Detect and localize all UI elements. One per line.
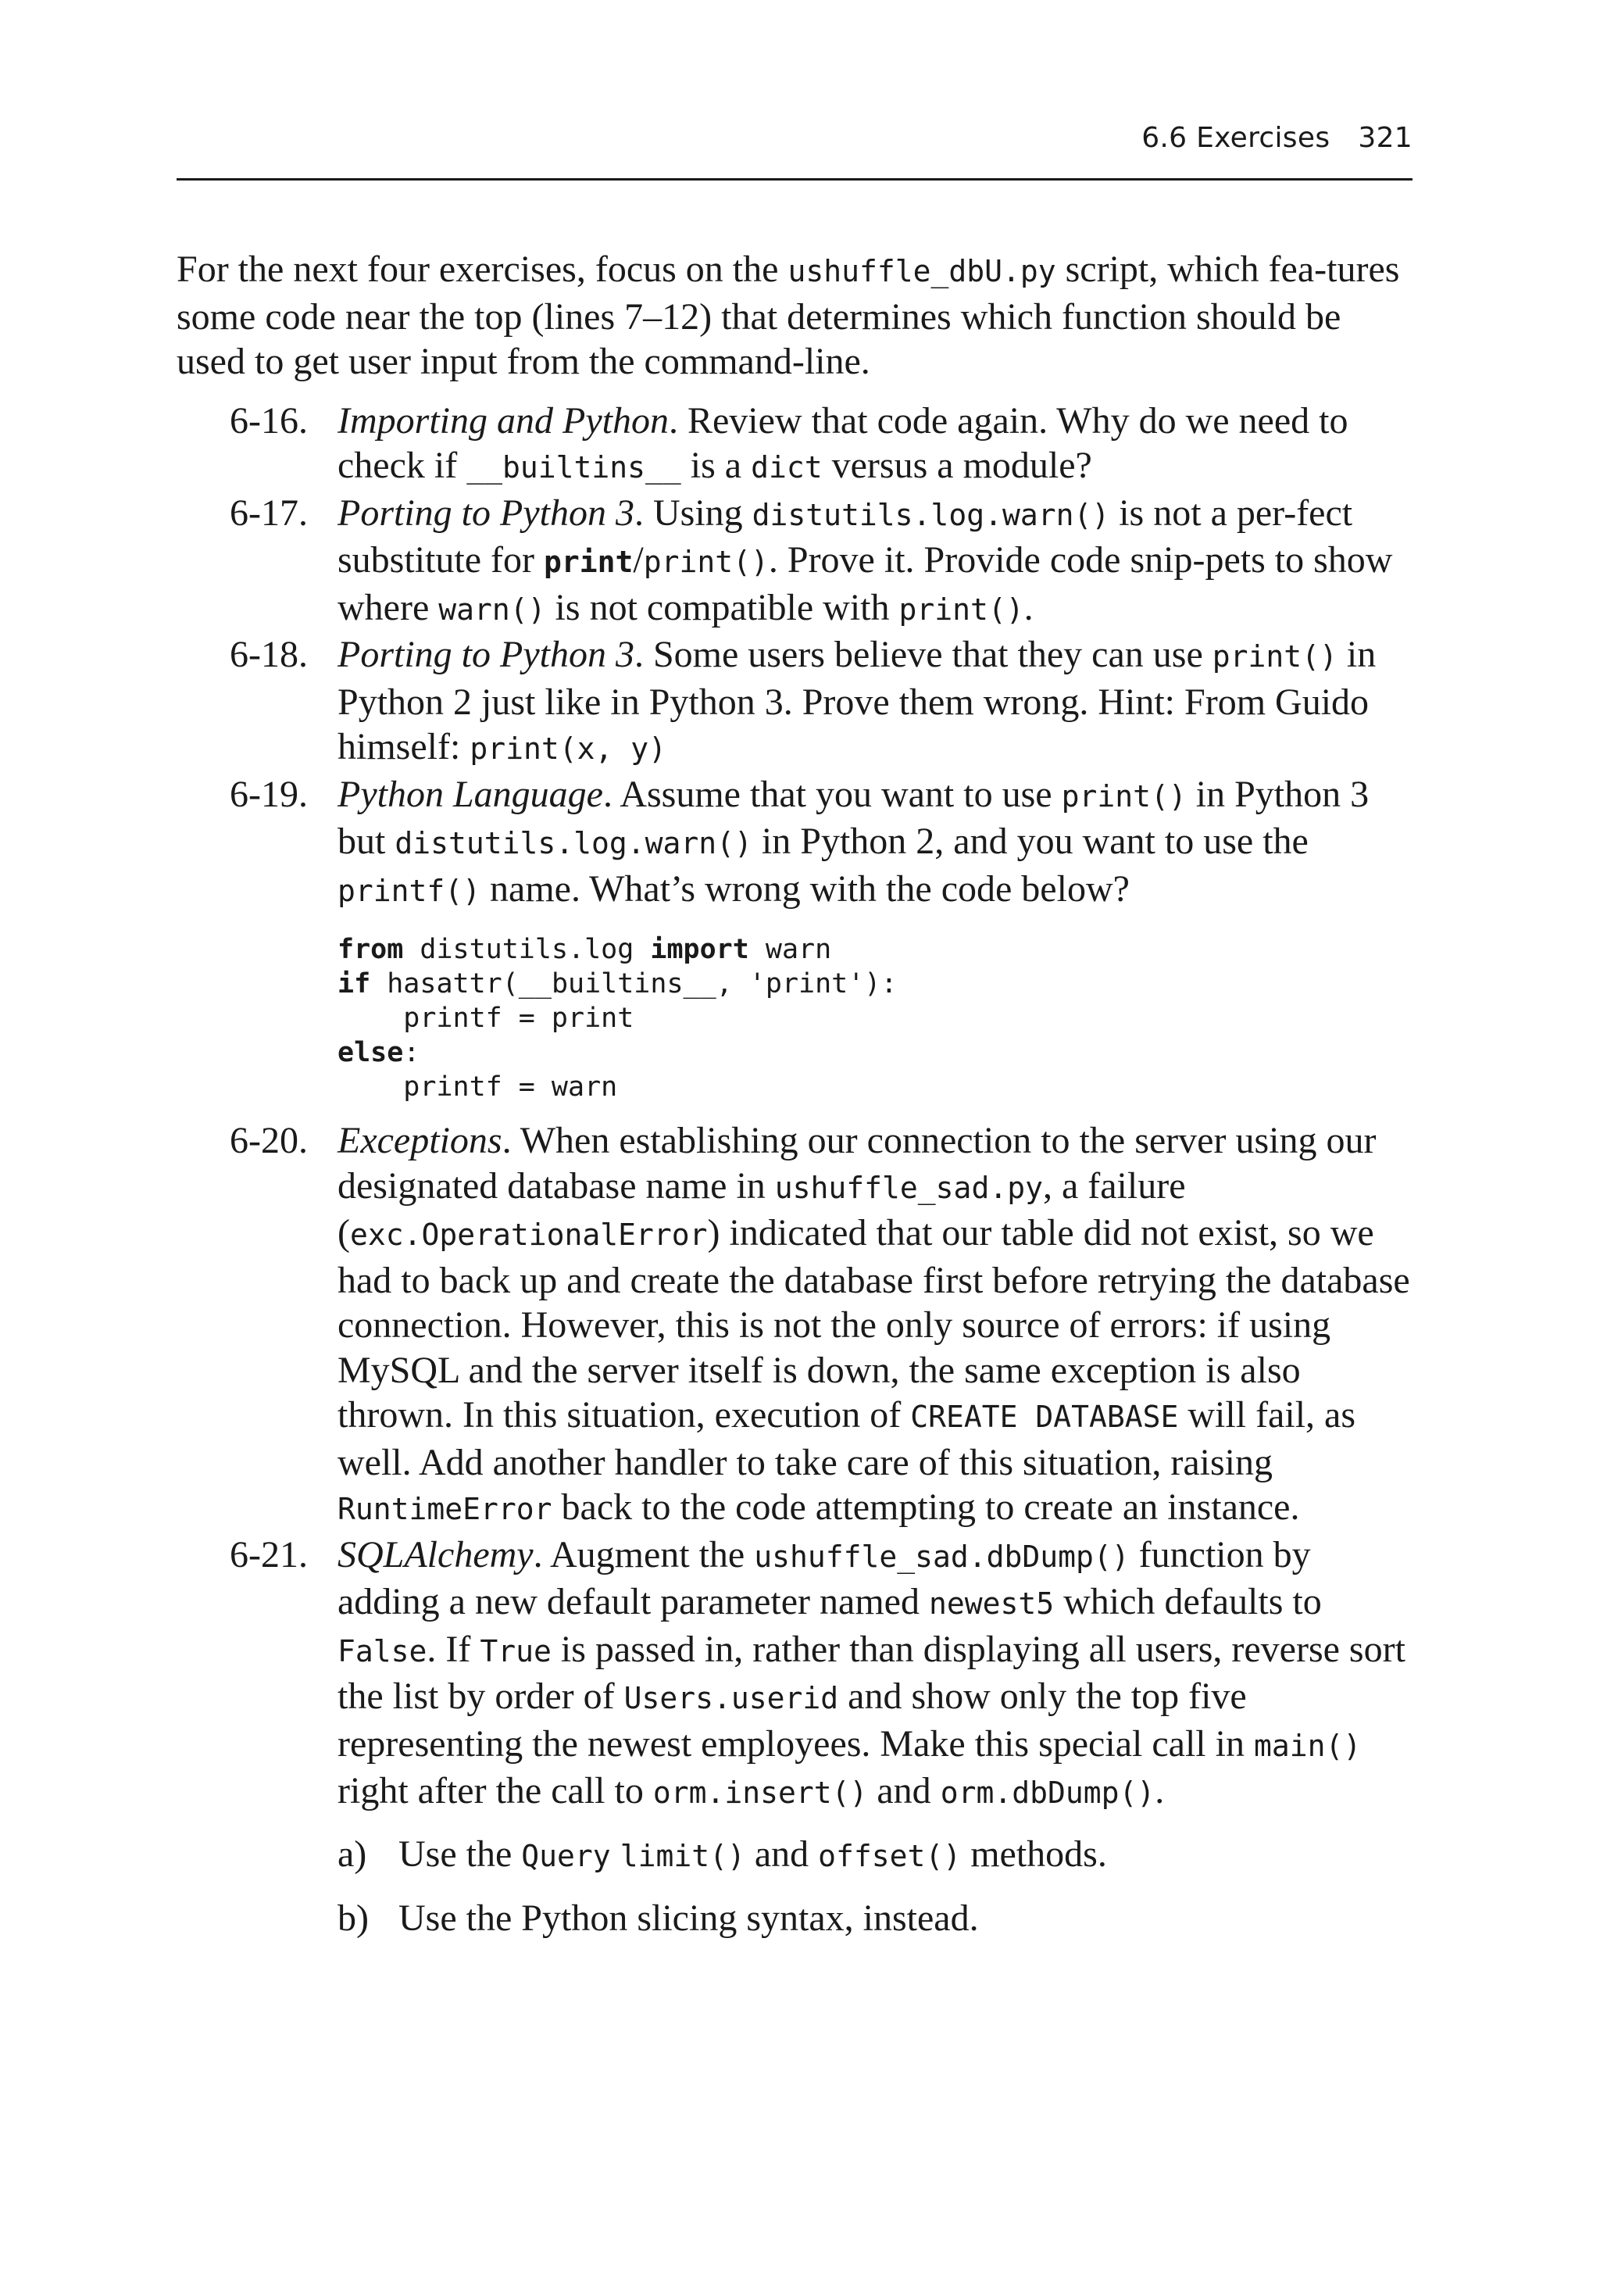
code-text: : [403, 1037, 420, 1068]
inline-code: CREATE DATABASE [910, 1400, 1179, 1434]
code-text: printf = warn [338, 1071, 618, 1103]
inline-code: newest5 [928, 1586, 1055, 1621]
text: . Augment the [533, 1533, 755, 1575]
text: ) indicated that our table did not exist, so we had to back up and create the database first before retrying the database connection. However, this is not the only source of errors: if using MySQL and the server itself is down, the same exception is also thrown. In this situation, execution of [338, 1212, 1410, 1436]
exercise-number: 6-18. [230, 634, 308, 675]
inline-code: distutils.log.warn() [395, 826, 752, 860]
text: versus a module? [822, 445, 1092, 486]
code-keyword: if [338, 968, 371, 1000]
inline-code: limit() [620, 1838, 745, 1873]
text: Use the [398, 1833, 522, 1875]
text: is not a per-fect substitute for [338, 492, 1353, 581]
code-text: distutils.log [403, 934, 651, 965]
text: . Review that code again. Why do we need to check if [338, 399, 1348, 486]
inline-code: print() [1061, 778, 1187, 814]
exercise-title: Exceptions [338, 1120, 502, 1161]
inline-code: offset() [818, 1838, 962, 1873]
inline-code: print() [898, 592, 1024, 627]
exercise-number: 6-20. [230, 1120, 308, 1161]
inline-code: ushuffle_sad.dbDump() [754, 1539, 1130, 1574]
text: in Python 3 but [338, 773, 1370, 862]
text: name. What’s wrong with the code below? [480, 867, 1130, 910]
text: Use the Python slicing syntax, instead. [398, 1897, 979, 1939]
text: back to the code attempting to create an instance. [552, 1486, 1300, 1528]
inline-code: print() [1212, 639, 1338, 674]
exercise-6-20 [177, 1118, 1419, 1532]
inline-code: main() [1253, 1728, 1362, 1763]
text: . If [427, 1628, 480, 1670]
text: in Python 2 just like in Python 3. Prove them wrong. Hint: From Guido himself: [338, 634, 1377, 767]
exercise-number: 6-19. [230, 773, 308, 815]
intro-paragraph [177, 247, 1419, 384]
inline-code: warn() [438, 592, 546, 627]
text [611, 1833, 620, 1875]
text: . When establishing our connection to the server using our designated database name in [338, 1120, 1377, 1207]
text: is passed in, rather than displaying all users, reverse sort the list by order of [338, 1628, 1405, 1717]
inline-code: ushuffle_sad.py [774, 1170, 1043, 1205]
text: and [745, 1833, 819, 1875]
exercise-6-19 [177, 772, 1419, 1105]
exercise-number: 6-17. [230, 492, 308, 534]
sub-question-b [338, 1896, 1419, 1941]
inline-code: Query [521, 1838, 611, 1873]
code-text: warn [748, 934, 832, 965]
code-keyword: import [650, 934, 749, 965]
exercise-title: Porting to Python 3 [338, 492, 634, 534]
inline-code: True [480, 1633, 552, 1668]
code-text: printf = print [338, 1003, 634, 1034]
text: and show only the top five representing the newest employees. Make this special call in [338, 1676, 1254, 1765]
exercise-title: Python Language [338, 773, 603, 815]
text: . Assume that you want to use [602, 773, 1062, 815]
sub-question-label: a) [338, 1833, 367, 1875]
text: right after the call to [338, 1770, 653, 1811]
exercise-6-16 [177, 399, 1419, 491]
inline-code: Users.userid [623, 1681, 839, 1715]
sub-question-a [338, 1832, 1419, 1879]
inline-code: orm.dbDump() [940, 1776, 1155, 1810]
inline-code: False [338, 1633, 427, 1668]
exercise-title: Porting to Python 3 [338, 634, 634, 675]
text: , a failure ( [338, 1164, 1186, 1254]
text: is a [680, 445, 752, 486]
code-keyword: else [338, 1037, 404, 1068]
exercise-6-18 [177, 632, 1419, 772]
exercise-6-17 [177, 491, 1419, 633]
text: . [1023, 586, 1034, 628]
inline-code-bold: print [543, 545, 634, 579]
text: . [1155, 1770, 1165, 1811]
exercise-number: 6-16. [230, 399, 308, 442]
inline-code: print() [643, 545, 769, 579]
code-listing [338, 932, 1419, 1104]
page-number: 321 [1358, 122, 1412, 154]
exercise-6-21 [177, 1532, 1419, 1941]
text: . Prove it. Provide code snip-pets to show where [338, 539, 1393, 628]
inline-code: dict [751, 450, 823, 485]
text: methods. [961, 1833, 1107, 1875]
text: function by adding a new default parameter named [338, 1533, 1311, 1622]
inline-code: print(x, y) [470, 731, 666, 766]
inline-code: ushuffle_dbU.py [788, 254, 1056, 288]
exercise-number: 6-21. [230, 1533, 308, 1575]
inline-code: exc.OperationalError [349, 1218, 708, 1252]
header-rule [177, 178, 1412, 181]
inline-code: printf() [338, 873, 481, 908]
text: in Python 2, and you want to use the [752, 821, 1309, 862]
text: and [867, 1770, 941, 1811]
text: script, which fea-tures some code near the top (lines 7–12) that determines which function should be used to get user input from the command-line. [177, 249, 1400, 382]
running-head [177, 122, 1412, 154]
inline-code: RuntimeError [338, 1492, 552, 1526]
sub-question-label: b) [338, 1897, 369, 1939]
body-text [177, 247, 1419, 1958]
inline-code: distutils.log.warn() [752, 497, 1110, 532]
sub-question-list [338, 1832, 1419, 1941]
inline-code: orm.insert() [652, 1776, 868, 1810]
text: which defaults to [1054, 1581, 1322, 1622]
code-text: hasattr(__builtins__, 'print'): [370, 968, 898, 1000]
text: / [633, 539, 644, 581]
text: . Using [634, 492, 752, 534]
exercise-title: Importing and Python [338, 399, 669, 442]
inline-code: __builtins__ [466, 450, 681, 485]
code-keyword: from [338, 934, 404, 965]
text: is not compatible with [545, 586, 899, 628]
text: will fail, as well. Add another handler to take care of this situation, raising [338, 1394, 1356, 1483]
text: . Some users believe that they can use [634, 634, 1212, 675]
exercise-title: SQLAlchemy [338, 1533, 534, 1575]
section-title: 6.6 Exercises [1141, 122, 1330, 154]
text: For the next four exercises, focus on the [177, 249, 788, 290]
